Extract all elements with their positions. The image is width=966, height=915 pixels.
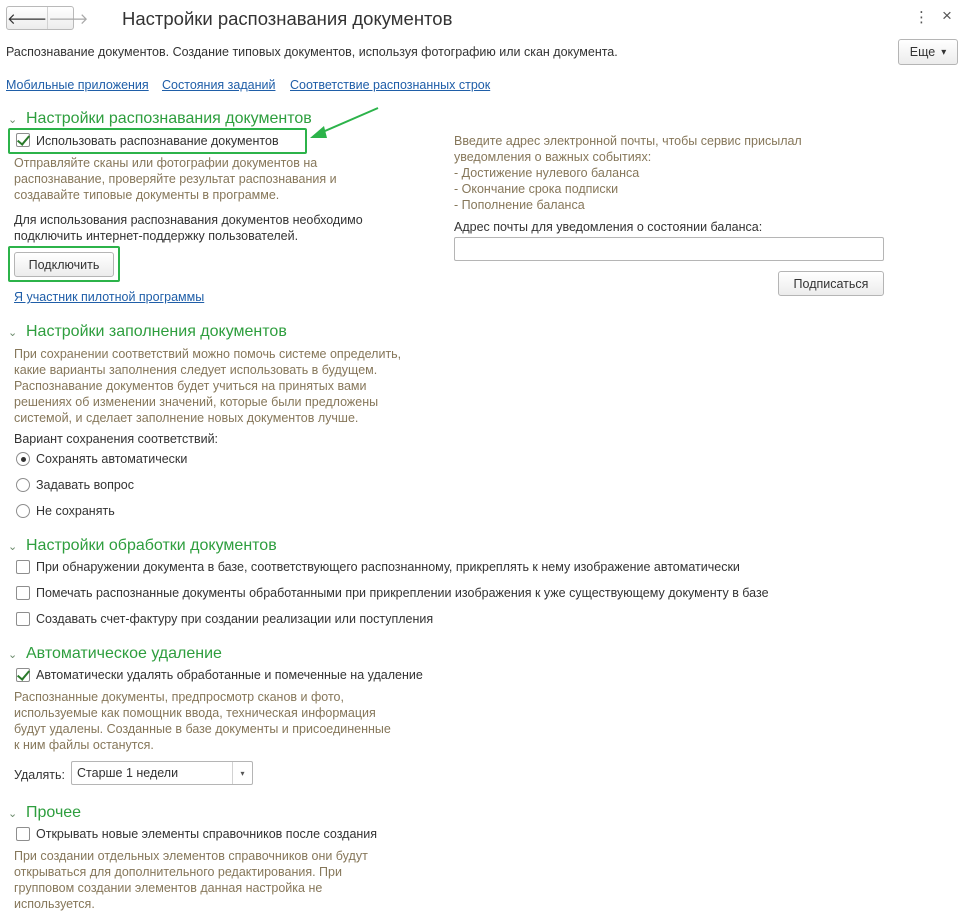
radio-ask-label[interactable]: Задавать вопрос bbox=[36, 478, 135, 492]
subscribe-button[interactable]: Подписаться bbox=[778, 271, 884, 296]
section-processing[interactable] bbox=[8, 537, 277, 555]
use-recognition-checkbox[interactable] bbox=[16, 133, 30, 147]
chevron-down-icon: ⌄ bbox=[8, 326, 18, 339]
arrow-annotation-icon bbox=[300, 100, 390, 145]
radio-dont-save[interactable] bbox=[16, 504, 30, 518]
section-filling-title: Настройки заполнения документов bbox=[26, 323, 287, 340]
chevron-down-icon: ⌄ bbox=[8, 540, 18, 553]
delete-period-select[interactable] bbox=[71, 761, 253, 785]
chevron-down-icon[interactable]: ▾ bbox=[232, 762, 252, 784]
section-filling[interactable] bbox=[8, 323, 287, 341]
forward-icon[interactable]: 🡒 bbox=[48, 10, 89, 28]
delete-period-value: Старше 1 недели bbox=[77, 766, 179, 780]
open-new-items-hint: При создании отдельных элементов справочников они будут открываться для дополнительного редактирования. При групповом создании элементов данная настройка не используется. bbox=[14, 849, 368, 911]
open-new-items-label[interactable]: Открывать новые элементы справочников после создания bbox=[36, 827, 378, 841]
recognition-hint: Отправляйте сканы или фотографии документов на распознавание, проверяйте результат распознавания и создавайте типовые документы в программе. bbox=[14, 156, 337, 202]
use-recognition-label[interactable]: Использовать распознавание документов bbox=[36, 134, 279, 148]
auto-delete-label[interactable]: Автоматически удалять обработанные и помеченные на удаление bbox=[36, 668, 423, 682]
support-note: Для использования распознавания документов необходимо подключить интернет-поддержку пользователей. bbox=[14, 213, 363, 243]
radio-dont-save-label[interactable]: Не сохранять bbox=[36, 504, 115, 518]
open-new-items-checkbox[interactable] bbox=[16, 827, 30, 841]
nav-buttons bbox=[6, 6, 89, 30]
more-button[interactable] bbox=[898, 39, 958, 65]
close-icon[interactable]: × bbox=[942, 6, 952, 25]
pilot-program-link[interactable]: Я участник пилотной программы bbox=[14, 290, 205, 304]
variant-label: Вариант сохранения соответствий: bbox=[14, 432, 219, 446]
back-icon[interactable]: 🡐 bbox=[7, 7, 48, 29]
mark-processed-label[interactable]: Помечать распознанные документы обработанными при прикреплении изображения к уже существующему документу в базе bbox=[36, 586, 769, 600]
filling-hint: При сохранении соответствий можно помочь системе определить, какие варианты заполнения следует использовать в будущем. Распознавание документов будет учиться на принятых вами решениях об изменении значений, которые были предложены системой, и сделает заполнение новых документов лучше. bbox=[14, 347, 402, 425]
attach-image-checkbox[interactable] bbox=[16, 560, 30, 574]
section-auto-delete-title: Автоматическое удаление bbox=[26, 645, 222, 662]
radio-ask[interactable] bbox=[16, 478, 30, 492]
delete-period-label: Удалять: bbox=[14, 768, 65, 782]
attach-image-label[interactable]: При обнаружении документа в базе, соответствующего распознанному, прикреплять к нему изображение автоматически bbox=[36, 560, 740, 574]
link-mobile-apps[interactable]: Мобильные приложения bbox=[6, 78, 149, 92]
form-description: Распознавание документов. Создание типовых документов, используя фотографию или скан документа. bbox=[6, 45, 618, 59]
section-recognition-title: Настройки распознавания документов bbox=[26, 110, 312, 127]
auto-delete-checkbox[interactable] bbox=[16, 668, 30, 682]
mark-processed-checkbox[interactable] bbox=[16, 586, 30, 600]
notifications-hint: Введите адрес электронной почты, чтобы сервис присылал уведомления о важных событиях: - Достижение нулевого баланса - Окончание срока подписки - Пополнение баланса bbox=[454, 134, 802, 212]
more-label: Еще bbox=[909, 45, 936, 59]
auto-delete-hint: Распознанные документы, предпросмотр сканов и фото, используемые как помощник ввода, техническая информация будут удалены. Созданные в базе документы и присоединенные к ним файлы останутся. bbox=[14, 690, 391, 752]
section-other-title: Прочее bbox=[26, 804, 82, 821]
menu-icon[interactable]: ⋮ bbox=[914, 9, 929, 26]
radio-save-auto[interactable] bbox=[16, 452, 30, 466]
section-auto-delete[interactable] bbox=[8, 645, 222, 663]
email-input[interactable] bbox=[454, 237, 884, 261]
window-title: Настройки распознавания документов bbox=[122, 8, 453, 29]
email-label: Адрес почты для уведомления о состоянии баланса: bbox=[454, 220, 763, 234]
section-processing-title: Настройки обработки документов bbox=[26, 537, 277, 554]
chevron-down-icon: ⌄ bbox=[8, 648, 18, 661]
link-row-matching[interactable]: Соответствие распознанных строк bbox=[290, 78, 491, 92]
chevron-down-icon: ⌄ bbox=[8, 807, 18, 820]
section-recognition[interactable] bbox=[8, 110, 312, 128]
chevron-down-icon: ⌄ bbox=[8, 113, 18, 126]
link-job-states[interactable]: Состояния заданий bbox=[162, 78, 276, 92]
create-invoice-label[interactable]: Создавать счет-фактуру при создании реализации или поступления bbox=[36, 612, 434, 626]
radio-save-auto-label[interactable]: Сохранять автоматически bbox=[36, 452, 188, 466]
chevron-down-icon: ▾ bbox=[941, 46, 947, 58]
create-invoice-checkbox[interactable] bbox=[16, 612, 30, 626]
section-other[interactable] bbox=[8, 804, 81, 822]
connect-button[interactable]: Подключить bbox=[14, 252, 114, 277]
